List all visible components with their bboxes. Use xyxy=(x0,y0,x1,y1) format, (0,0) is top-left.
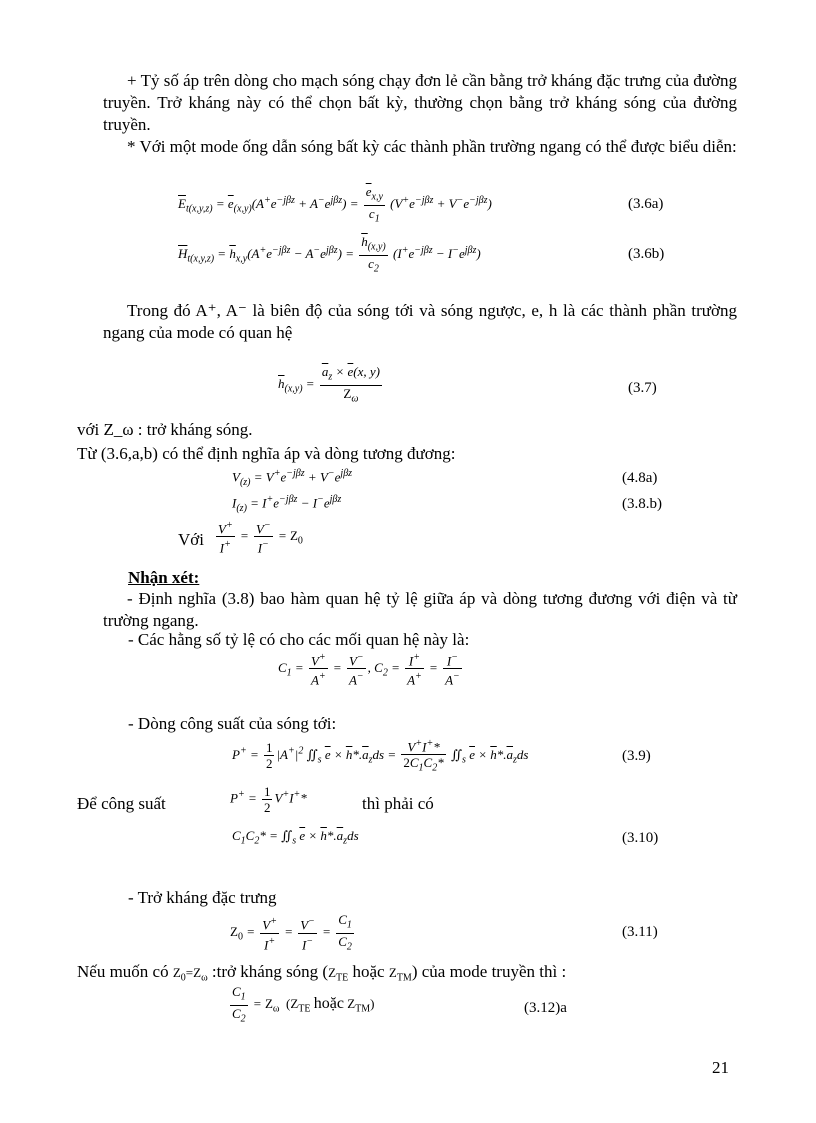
p10-part-d: ) của mode truyền thì : xyxy=(411,962,567,981)
equation-label-3-12a: (3.12)a xyxy=(524,1000,567,1016)
equation-label-3-9: (3.9) xyxy=(622,748,651,764)
equation-3-6a: $\overline{E}_{t(x,y,z)} = \overline{e}_{(x,y)}(A^+e^{-j\beta z} + A^-e^{j\beta z})$ = $\frac{\overline{e}_{x,y}}{c_1}$ $(V^+e^{-j\beta z} + V^-e^{-j\beta z})$ xyxy=(178,184,492,225)
equation-3-12a: $\frac{C_1}{C_2}$ = $Z_\omega$ ($Z_{TE}$ hoặc $Z_{TM}$) xyxy=(232,984,375,1025)
equation-label-3-6a: (3.6a) xyxy=(628,196,664,212)
paragraph-4: với Z_ω : trở kháng sóng. xyxy=(77,420,253,439)
equation-4-8a: $V_{(z)} = V^+e^{-j\beta z} + V^-e^{j\beta z}$ xyxy=(232,468,353,488)
paragraph-5: Từ (3.6,a,b) có thể định nghĩa áp và dòng tương đương: xyxy=(77,444,456,463)
paragraph-10: Nếu muốn có $Z_0=Z_\omega$ :trở kháng sóng ($Z_{TE}$ hoặc $Z_{TM}$) của mode truyền thì : xyxy=(77,962,567,984)
p10-part-a: Nếu muốn có xyxy=(77,962,169,981)
paragraph-3: Trong đó A⁺, A⁻ là biên độ của sóng tới và sóng ngược, e, h là các thành phần trường ngang của mode có quan hệ xyxy=(103,301,737,342)
equation-label-3-7: (3.7) xyxy=(628,380,657,396)
equation-3-6b: $\overline{H}_{t(x,y,z)} = \overline{h}_{x,y}(A^+e^{-j\beta z} - A^-e^{j\beta z})$ = $\frac{\overline{h}_{(x,y)}}{c_2}$ $(I^+e^{-j\beta z} - I^-e^{j\beta z})$ xyxy=(178,234,481,275)
equation-3-9: P+ = $\frac{1}{2}$ $|A^+|^2$ $∬_s$ $\overline{e} \times \overline{h}*.\overline{a}_zds$ = $\frac{V^+I^+*}{2C_1C_2*}$ $∬_s$ $\overline{e} \times \overline{h}*.\overline{a}_zds$ xyxy=(232,738,529,774)
paragraph-8: - Dòng công suất của sóng tới: xyxy=(128,714,337,733)
equation-label-3-6b: (3.6b) xyxy=(628,246,665,262)
p10-part-b: :trở kháng sóng ( xyxy=(211,962,329,981)
equation-c1-c2: $C_1$ = $\frac{V^+}{A^+}$ = $\frac{V^-}{A^-}$ , $C_2$ = $\frac{I^+}{A^+}$ = $\frac{I^-}{A^-}$ xyxy=(278,652,460,688)
paragraph-6: - Định nghĩa (3.8) bao hàm quan hệ tỷ lệ giữa áp và dòng tương đương với điện và từ trường ngang. xyxy=(103,589,737,630)
equation-3-7: $\overline{h}_{(x,y)}$ = $\frac{\overline{a}_z \times \overline{e}(x, y)}{Z_\omega}$ xyxy=(278,364,380,405)
equation-z0-ratio: $\frac{V^+}{I^+}$ = $\frac{V^-}{I^-}$ = $Z_0$ xyxy=(218,520,303,556)
equation-power-condition: P+ = $\frac{1}{2}$ V+I+* xyxy=(230,784,307,815)
voi-label: Với xyxy=(178,530,204,549)
paragraph-7: - Các hằng số tỷ lệ có cho các mối quan hệ này là: xyxy=(128,630,470,649)
equation-3-8b: $I_{(z)} = I^+e^{-j\beta z} - I^-e^{j\beta z}$ xyxy=(232,494,342,514)
equation-label-3-11: (3.11) xyxy=(622,924,658,940)
equation-label-4-8a: (4.8a) xyxy=(622,470,658,486)
hoac-text: hoặc xyxy=(313,995,344,1013)
equation-label-3-10: (3.10) xyxy=(622,830,659,846)
de-cong-suat-label: Để công suất xyxy=(77,794,166,813)
nhan-xet-heading: Nhận xét: xyxy=(128,568,200,587)
equation-label-3-8b: (3.8.b) xyxy=(622,496,662,512)
paragraph-2: * Với một mode ống dẫn sóng bất kỳ các thành phần trường ngang có thể được biểu diễn: xyxy=(127,137,737,156)
equation-3-10: $C_1C_2*$ = $∬_s$ $\overline{e} \times \overline{h}*.\overline{a}_zds$ xyxy=(232,828,359,847)
thi-phai-co-label: thì phải có xyxy=(362,794,434,813)
equation-3-11: $Z_0$ = $\frac{V^+}{I^+}$ = $\frac{V^-}{I^-}$ = $\frac{C_1}{C_2}$ xyxy=(230,912,352,953)
page-number: 21 xyxy=(712,1058,729,1077)
p10-part-c: hoặc xyxy=(352,962,385,981)
paragraph-9: - Trở kháng đặc trưng xyxy=(128,888,277,907)
paragraph-1: + Tỷ số áp trên dòng cho mạch sóng chạy đơn lẻ cần bằng trở kháng đặc trưng của đường truyền. Trở kháng này có thể chọn bất kỳ, thường chọn bằng trở kháng sóng của đường truyền. xyxy=(103,71,737,134)
